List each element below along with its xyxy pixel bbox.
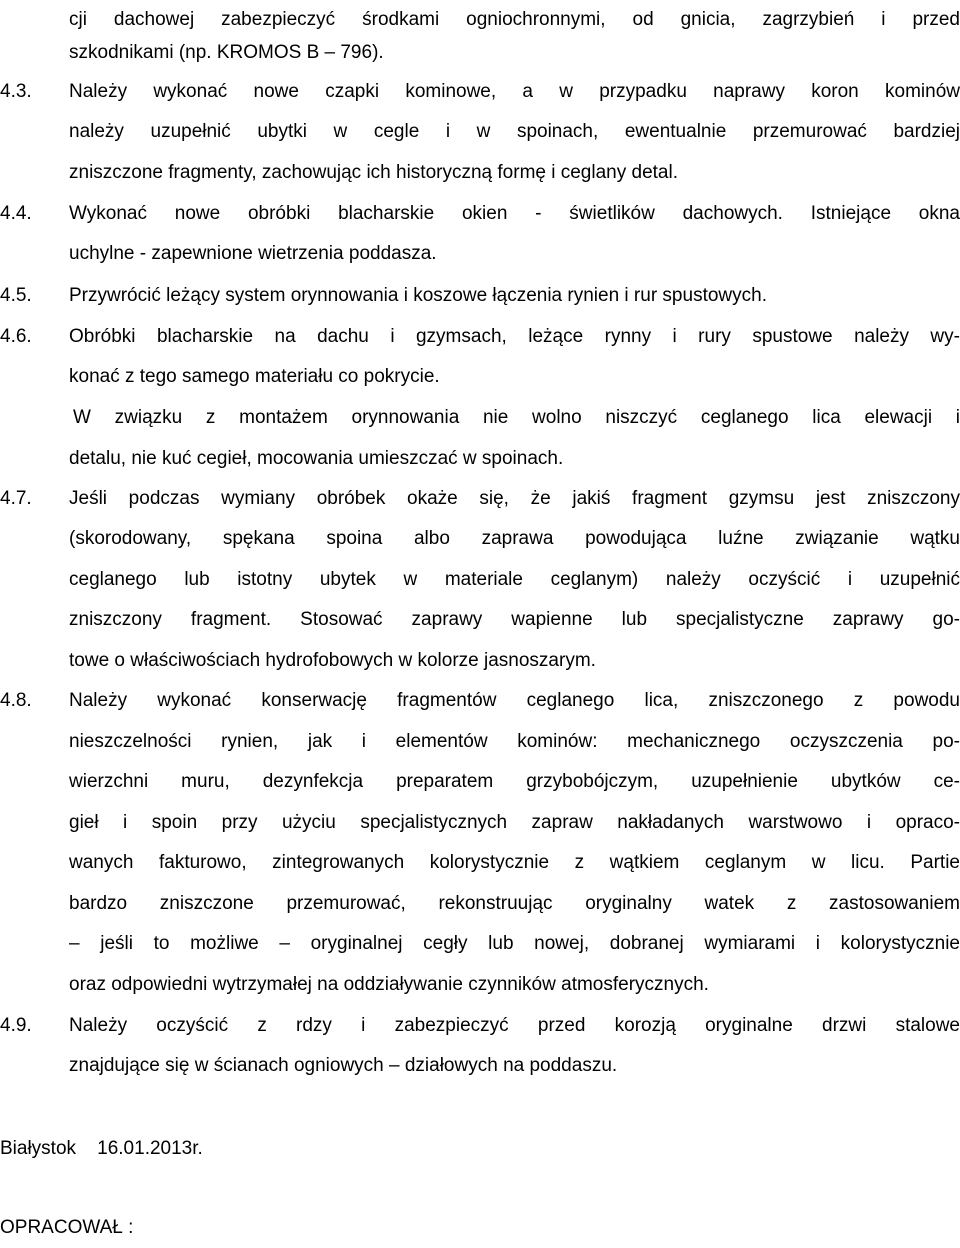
paragraph-line: (skorodowany, spękana spoina albo zaprawa powodująca luźne związanie wątku	[69, 528, 960, 549]
section-number: 4.7.	[0, 488, 32, 509]
paragraph-line: Obróbki blacharskie na dachu i gzymsach, leżące rynny i rury spustowe należy wy-	[69, 326, 960, 347]
place-and-date: Białystok 16.01.2013r.	[0, 1138, 203, 1159]
paragraph-line: zniszczone fragmenty, zachowując ich historyczną formę i ceglany detal.	[69, 162, 678, 183]
paragraph-line: Należy oczyścić z rdzy i zabezpieczyć przed korozją oryginalne drzwi stalowe	[69, 1015, 960, 1036]
section-number: 4.3.	[0, 81, 32, 102]
section-number: 4.9.	[0, 1015, 32, 1036]
prepared-by-label: OPRACOWAŁ :	[0, 1217, 134, 1238]
paragraph-line: Należy wykonać nowe czapki kominowe, a w przypadku naprawy koron kominów	[69, 81, 960, 102]
section-number: 4.8.	[0, 690, 32, 711]
paragraph-line: ceglanego lub istotny ubytek w materiale ceglanym) należy oczyścić i uzupełnić	[69, 569, 960, 590]
intro-line: szkodnikami (np. KROMOS B – 796).	[69, 42, 384, 63]
paragraph-line: Wykonać nowe obróbki blacharskie okien - świetlików dachowych. Istniejące okna	[69, 203, 960, 224]
paragraph-line: zniszczony fragment. Stosować zaprawy wapienne lub specjalistyczne zaprawy go-	[69, 609, 960, 630]
paragraph-line: wanych fakturowo, zintegrowanych kolorystycznie z wątkiem ceglanym w licu. Partie	[69, 852, 960, 873]
intro-line: cji dachowej zabezpieczyć środkami ogniochronnymi, od gnicia, zagrzybień i przed	[69, 9, 960, 30]
paragraph-line: W związku z montażem orynnowania nie wolno niszczyć ceglanego lica elewacji i	[73, 407, 960, 428]
paragraph-line: bardzo zniszczone przemurować, rekonstruując oryginalny watek z zastosowaniem	[69, 893, 960, 914]
paragraph-line: należy uzupełnić ubytki w cegle i w spoinach, ewentualnie przemurować bardziej	[69, 121, 960, 142]
paragraph-line: konać z tego samego materiału co pokrycie.	[69, 366, 440, 387]
paragraph-line: znajdujące się w ścianach ogniowych – działowych na poddaszu.	[69, 1055, 618, 1076]
section-number: 4.4.	[0, 203, 32, 224]
paragraph-line: towe o właściwościach hydrofobowych w kolorze jasnoszarym.	[69, 650, 596, 671]
paragraph-line: uchylne - zapewnione wietrzenia poddasza.	[69, 243, 437, 264]
paragraph-line: Należy wykonać konserwację fragmentów ceglanego lica, zniszczonego z powodu	[69, 690, 960, 711]
paragraph-line: Przywrócić leżący system orynnowania i koszowe łączenia rynien i rur spustowych.	[69, 285, 767, 306]
paragraph-line: detalu, nie kuć cegieł, mocowania umieszczać w spoinach.	[69, 448, 564, 469]
paragraph-line: wierzchni muru, dezynfekcja preparatem grzybobójczym, uzupełnienie ubytków ce-	[69, 771, 960, 792]
paragraph-line: gieł i spoin przy użyciu specjalistycznych zapraw nakładanych warstwowo i opraco-	[69, 812, 960, 833]
paragraph-line: nieszczelności rynien, jak i elementów kominów: mechanicznego oczyszczenia po-	[69, 731, 960, 752]
paragraph-line: – jeśli to możliwe – oryginalnej cegły lub nowej, dobranej wymiarami i kolorystycznie	[69, 933, 960, 954]
section-number: 4.6.	[0, 326, 32, 347]
section-number: 4.5.	[0, 285, 32, 306]
paragraph-line: oraz odpowiedni wytrzymałej na oddziaływanie czynników atmosferycznych.	[69, 974, 709, 995]
paragraph-line: Jeśli podczas wymiany obróbek okaże się, że jakiś fragment gzymsu jest zniszczony	[69, 488, 960, 509]
